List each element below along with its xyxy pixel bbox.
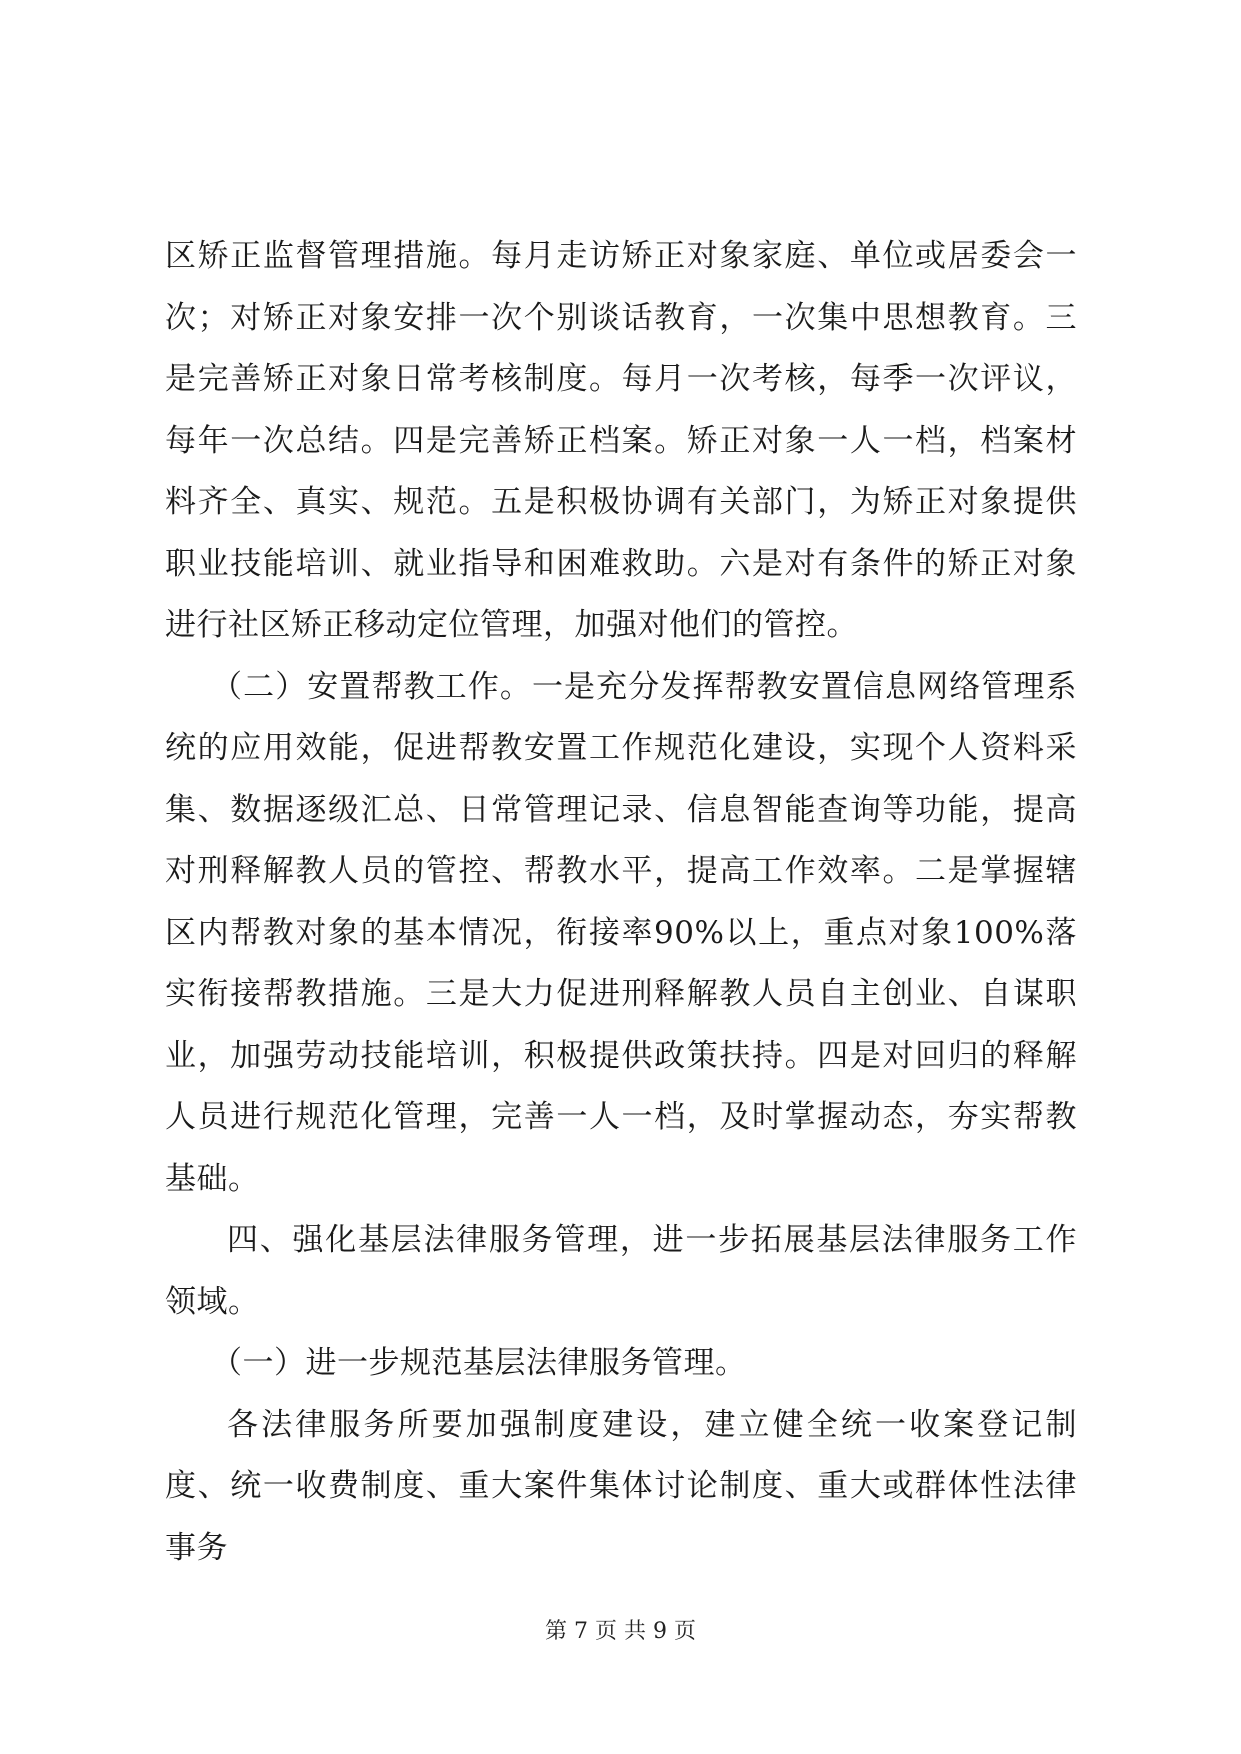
- paragraph-resettlement-assistance: （二）安置帮教工作。一是充分发挥帮教安置信息网络管理系统的应用效能，促进帮教安置工作规范化建设，实现个人资料采集、数据逐级汇总、日常管理记录、信息智能查询等功能，提高对刑释解教人员的管控、帮教水平，提高工作效率。二是掌握辖区内帮教对象的基本情况，衔接率90%以上，重点对象100%落实衔接帮教措施。三是大力促进刑释解教人员自主创业、自谋职业，加强劳动技能培训，积极提供政策扶持。四是对回归的释解人员进行规范化管理，完善一人一档，及时掌握动态，夯实帮教基础。: [165, 668, 1077, 1197]
- paragraph-continuation: 区矫正监督管理措施。每月走访矫正对象家庭、单位或居委会一次；对矫正对象安排一次个别谈话教育，一次集中思想教育。三是完善矫正对象日常考核制度。每月一次考核，每季一次评议，每年一次总结。四是完善矫正档案。矫正对象一人一档，档案材料齐全、真实、规范。五是积极协调有关部门，为矫正对象提供职业技能培训、就业指导和困难救助。六是对有条件的矫正对象进行社区矫正移动定位管理，加强对他们的管控。: [165, 238, 1077, 643]
- page-number-footer: 第 7 页 共 9 页: [545, 1619, 696, 1644]
- document-body: [165, 226, 1077, 1579]
- subsection-heading-regulate-services: （一）进一步规范基层法律服务管理。: [211, 1345, 747, 1381]
- paragraph-institution-building: 各法律服务所要加强制度建设，建立健全统一收案登记制度、统一收费制度、重大案件集体讨论制度、重大或群体性法律事务: [165, 1406, 1077, 1566]
- section-heading-legal-services: 四、强化基层法律服务管理，进一步拓展基层法律服务工作领域。: [165, 1222, 1077, 1320]
